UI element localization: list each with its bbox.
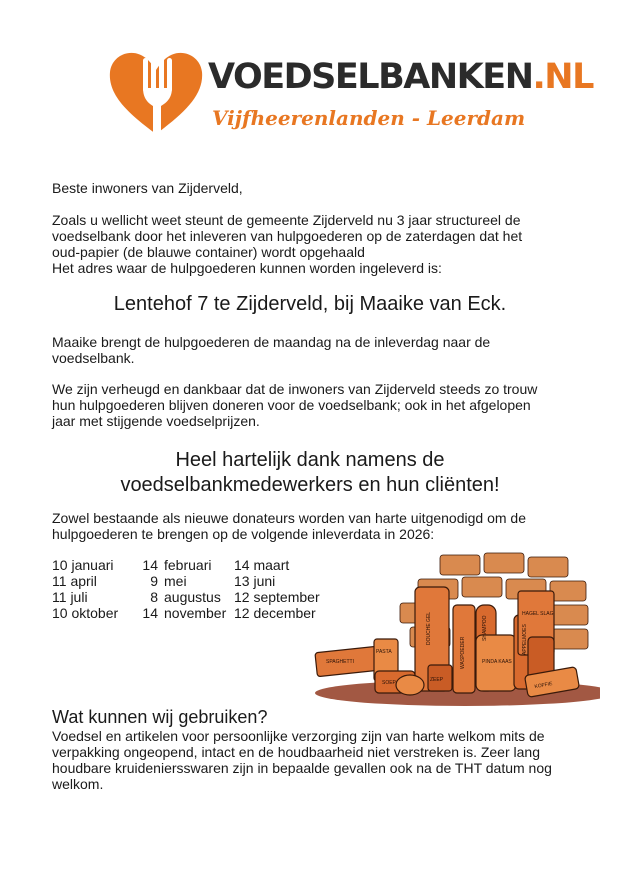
text-line: We zijn verheugd en dankbaar dat de inwoners van Zijderveld steeds zo trouw <box>52 381 538 397</box>
text-line: voedselbank. <box>52 350 135 366</box>
text-line: houdbare kruideniersswaren zijn in bepaalde gevallen ook na de THT datum nog <box>52 760 552 776</box>
date-cell: 12 september <box>234 589 320 605</box>
groceries-illustration <box>290 545 600 710</box>
date-cell: 14 februari <box>142 557 212 573</box>
text-line: Heel hartelijk dank namens de <box>175 449 445 471</box>
invite-paragraph <box>52 510 572 542</box>
text-line: Zoals u wellicht weet steunt de gemeente Zijderveld nu 3 jaar structureel de <box>52 212 521 228</box>
text-line: Het adres waar de hulpgoederen kunnen worden ingeleverd is: <box>52 260 442 276</box>
date-cell: 11 april <box>52 573 97 589</box>
date-cell: 12 december <box>234 605 316 621</box>
product-label: HAGEL SLAG <box>522 611 554 617</box>
date-cell: 13 juni <box>234 573 276 589</box>
date-cell: 14 november <box>142 605 227 621</box>
date-cell: 10 januari <box>52 557 114 573</box>
text-line: jaar met stijgende voedselprijzen. <box>52 413 260 429</box>
address: Lentehof 7 te Zijderveld, bij Maaike van Eck. <box>113 293 507 315</box>
transport-paragraph <box>52 334 572 366</box>
thanks-message <box>60 448 560 498</box>
intro-paragraph <box>52 212 572 276</box>
date-cell: 10 oktober <box>52 605 119 621</box>
product-label: DOUCHE GEL <box>426 611 432 645</box>
heart-fork-icon <box>108 48 204 138</box>
text-line: hun hulpgoederen blijven doneren voor de voedselbank; ook in het afgelopen <box>52 397 531 413</box>
text-line: voedselbankmedewerkers en hun cliënten! <box>120 474 500 496</box>
text-line: hulpgoederen te brengen op de volgende inleverdata in 2026: <box>52 526 435 542</box>
date-cell: 14 maart <box>234 557 290 573</box>
text-line: Voedsel en artikelen voor persoonlijke verzorging zijn van harte welkom mits de <box>52 728 545 744</box>
product-label: SPAGHETTI <box>326 659 354 665</box>
greeting: Beste inwoners van Zijderveld, <box>52 180 243 196</box>
date-cell: 8 augustus <box>150 589 221 605</box>
product-label: APPELMOES <box>522 624 528 655</box>
product-label: SOEP <box>382 680 396 686</box>
logo <box>108 48 593 138</box>
text-line: Zowel bestaande als nieuwe donateurs worden van harte uitgenodigd om de <box>52 510 526 526</box>
section-heading: Wat kunnen wij gebruiken? <box>52 707 268 727</box>
text-line: Maaike brengt de hulpgoederen de maandag na de inleverdag naar de <box>52 334 491 350</box>
product-label: KOFFIE <box>534 681 553 691</box>
product-label: WASPOEDER <box>460 636 466 669</box>
date-cell: 11 juli <box>52 589 88 605</box>
text-line: verpakking ongeopend, intact en de houdbaarheid niet verstreken is. Zeer lang <box>52 744 540 760</box>
product-label: ZEEP <box>430 677 444 683</box>
text-line: voedselbank door het inleveren van hulpgoederen op de zaterdagen dat het <box>52 228 523 244</box>
product-label: PINDA KAAS <box>482 659 512 665</box>
logo-subtitle: Vijfheerenlanden - Leerdam <box>212 106 526 130</box>
usage-paragraph <box>52 728 572 792</box>
product-label: PASTA <box>376 649 392 655</box>
gratitude-paragraph <box>52 381 572 429</box>
brand-wordmark: VOEDSELBANKEN.NL <box>208 57 593 97</box>
product-label: SHAMPOO <box>482 615 488 641</box>
text-line: oud-papier (de blauwe container) wordt opgehaald <box>52 244 365 260</box>
date-cell: 9 mei <box>150 573 187 589</box>
text-line: welkom. <box>52 776 104 792</box>
